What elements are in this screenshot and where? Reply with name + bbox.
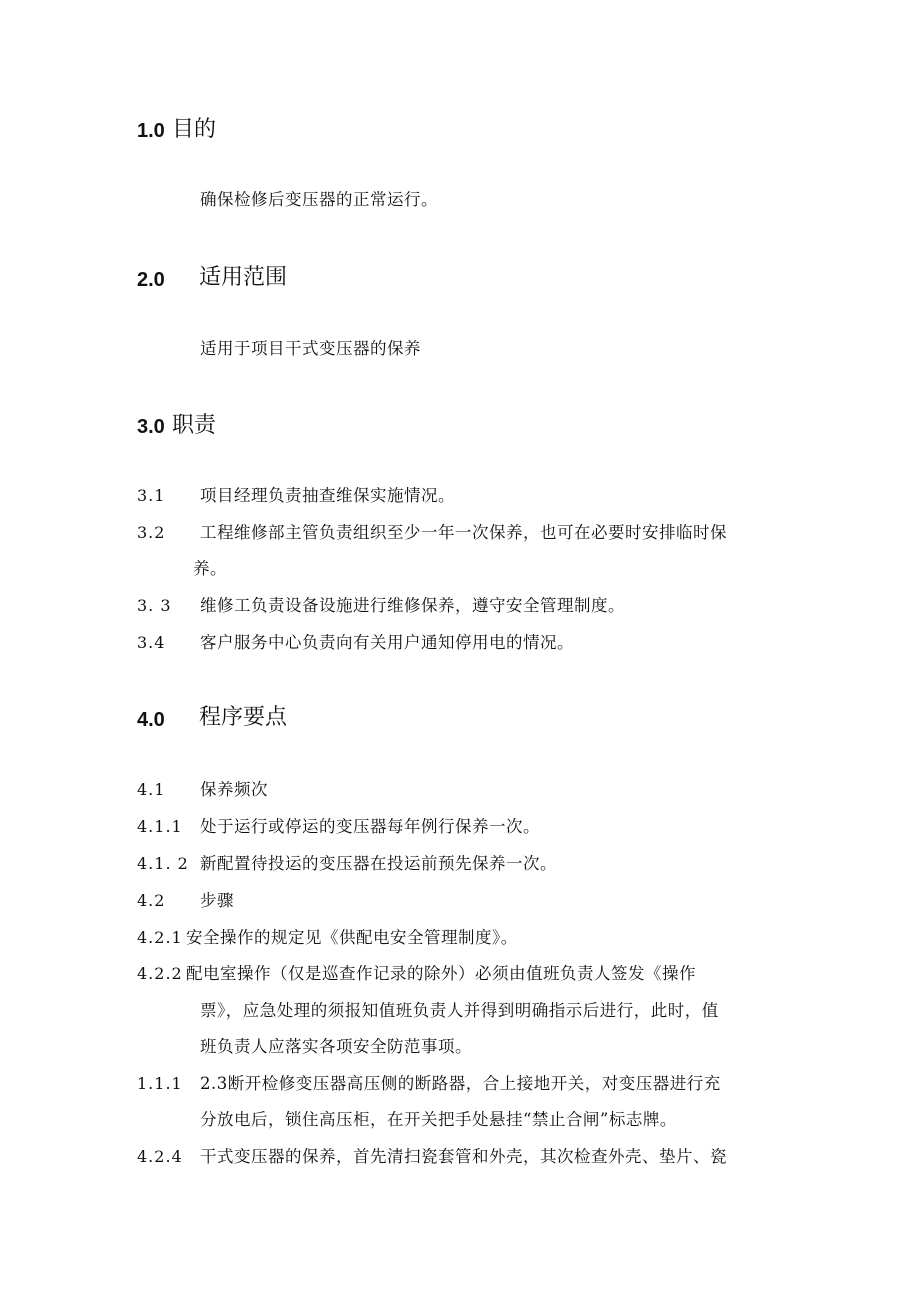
item-number: 4.2.1 <box>137 928 183 947</box>
item-text: 配电室操作（仅是巡查作记录的除外）必须由值班负责人签发《操作 <box>186 964 696 983</box>
item-number: 1.1.1 <box>137 1074 183 1093</box>
item-number: 3.1 <box>137 486 166 505</box>
item-text: 干式变压器的保养，首先清扫瓷套管和外壳，其次检查外壳、垫片、瓷 <box>200 1147 727 1166</box>
item-number: 4.2.2 <box>137 964 183 983</box>
item-number: 4.1 <box>137 780 166 799</box>
section-1-content: 确保检修后变压器的正常运行。 <box>200 190 438 209</box>
section-1-title: 目的 <box>172 117 217 142</box>
section-4-title: 程序要点 <box>199 705 288 730</box>
item-text-continued: 班负责人应落实各项安全防范事项。 <box>200 1037 472 1056</box>
section-3-title: 职责 <box>172 413 217 438</box>
item-text: 项目经理负责抽查维保实施情况。 <box>200 486 455 505</box>
item-text-continued: 分放电后，锁住高压柜，在开关把手处悬挂“禁止合闸”标志牌。 <box>200 1110 677 1129</box>
section-2-content: 适用于项目干式变压器的保养 <box>200 339 421 358</box>
item-text: 工程维修部主管负责组织至少一年一次保养，也可在必要时安排临时保 <box>200 523 727 542</box>
section-1-number: 1.0 <box>137 120 165 142</box>
section-2-number: 2.0 <box>137 269 165 291</box>
item-text: 维修工负责设备设施进行维修保养，遵守安全管理制度。 <box>200 596 625 615</box>
item-text: 处于运行或停运的变压器每年例行保养一次。 <box>200 817 540 836</box>
item-number: 3. 3 <box>137 596 172 615</box>
item-text: 新配置待投运的变压器在投运前预先保养一次。 <box>200 854 557 873</box>
section-2-title: 适用范围 <box>199 265 288 290</box>
item-number: 3.2 <box>137 523 166 542</box>
item-text-continued: 票》，应急处理的须报知值班负责人并得到明确指示后进行，此时，值 <box>200 1001 719 1020</box>
item-text: 安全操作的规定见《供配电安全管理制度》。 <box>186 928 518 947</box>
item-number: 4.2 <box>137 891 166 910</box>
item-number: 4.1. 2 <box>137 854 189 873</box>
item-text: 客户服务中心负责向有关用户通知停用电的情况。 <box>200 633 574 652</box>
item-text-continued: 养。 <box>193 559 227 578</box>
item-number: 3.4 <box>137 633 166 652</box>
item-text: 保养频次 <box>200 780 268 799</box>
item-number: 4.2.4 <box>137 1147 183 1166</box>
item-number: 4.1.1 <box>137 817 183 836</box>
section-3-number: 3.0 <box>137 416 165 438</box>
item-text: 2.3断开检修变压器高压侧的断路器，合上接地开关，对变压器进行充 <box>200 1074 721 1093</box>
section-4-number: 4.0 <box>137 709 165 731</box>
item-text: 步骤 <box>200 891 234 910</box>
